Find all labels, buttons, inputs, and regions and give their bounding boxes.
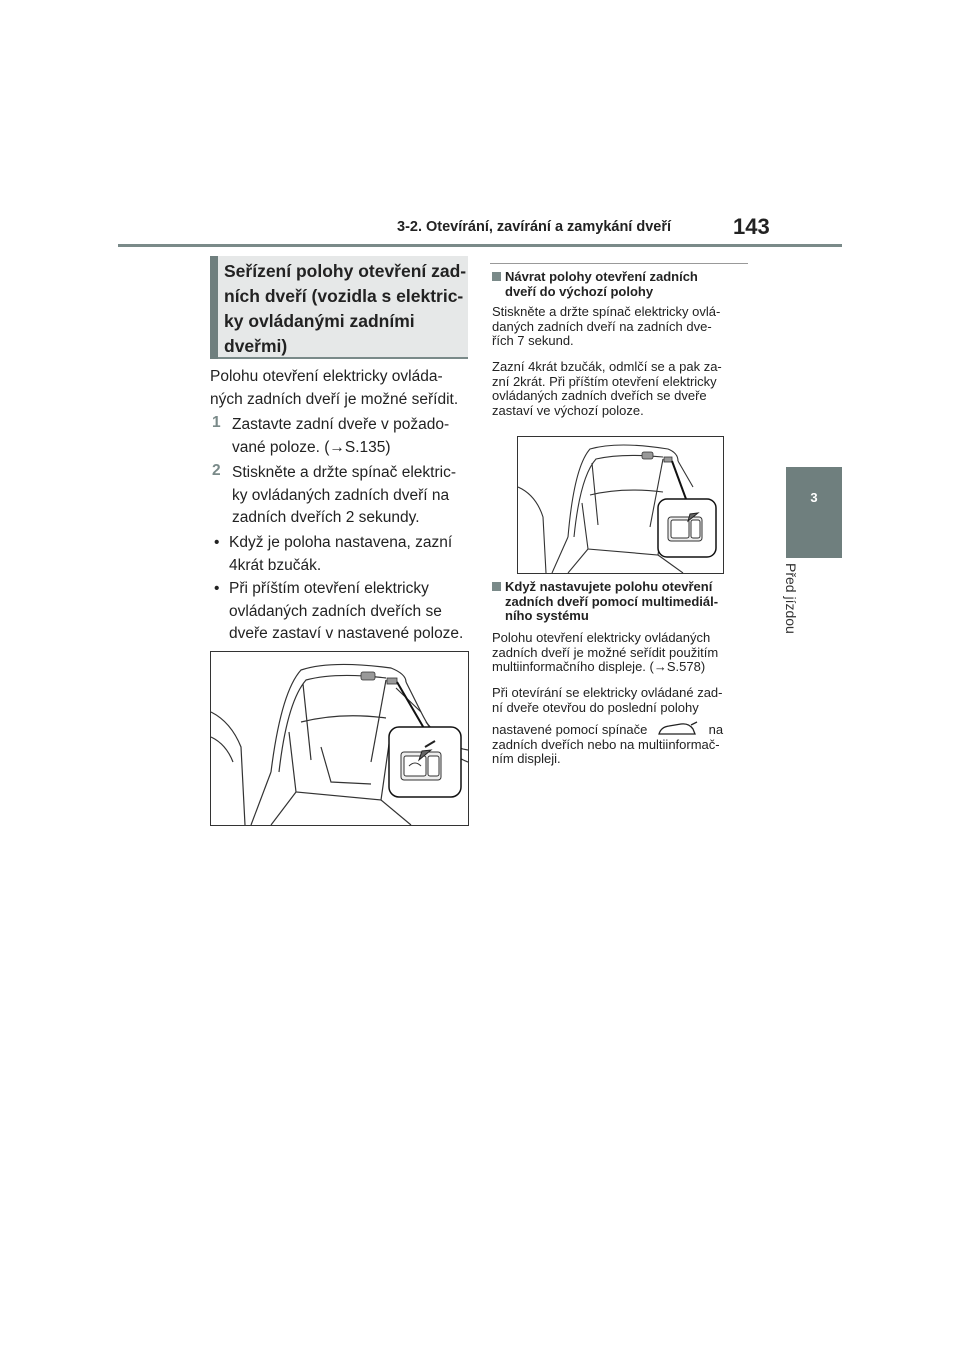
- square-bullet-icon: [492, 582, 501, 591]
- tailgate-switch-symbol-icon: [657, 721, 699, 737]
- block1-paragraph-1: [492, 305, 752, 349]
- section-title-bar: [210, 256, 218, 359]
- step-2-text: [232, 462, 472, 530]
- tailgate-open-icon: [211, 652, 468, 825]
- heading-line: Když nastavujete polohu otevření: [505, 579, 713, 594]
- text-line: ním displeji.: [492, 751, 561, 766]
- step-line: Stiskněte a držte spínač elektric-: [232, 464, 456, 481]
- header-rule: [118, 244, 842, 247]
- chapter-title-text: Před jízdou: [783, 563, 799, 634]
- intro-line: ných zadních dveří je možné seřídit.: [210, 390, 459, 408]
- intro-line: Polohu otevření elektricky ovláda-: [210, 368, 443, 385]
- step-line: Zastavte zadní dveře v požado-: [232, 416, 450, 433]
- subsection-heading-1: [492, 270, 750, 299]
- section-header: 3-2. Otevírání, zavírání a zamykání dveří: [397, 219, 672, 235]
- step-1-number: 1: [212, 414, 221, 431]
- section-title-line: ních dveří (vozidla s elektric-: [224, 286, 464, 306]
- intro-paragraph: [210, 366, 472, 411]
- text-inline: nastavené pomocí spínače: [492, 722, 648, 737]
- text-line: ovládaných zadních dveřích se dveře: [492, 388, 707, 403]
- text-line: Polohu otevření elektricky ovládaných: [492, 630, 711, 645]
- step-line: vané poloze. (→S.135): [232, 438, 391, 456]
- chapter-tab: [786, 467, 842, 558]
- heading-line: zadních dveří pomocí multimediál-: [505, 593, 719, 609]
- text-line: zastaví ve výchozí poloze.: [492, 402, 644, 418]
- switch-illustration: [517, 436, 724, 574]
- chapter-title: [779, 563, 799, 653]
- section-title-line: Seřízení polohy otevření zad-: [224, 261, 467, 281]
- bullet-dot: •: [214, 534, 220, 551]
- text-line: multiinformačního displeje. (→S.578): [492, 659, 706, 674]
- text-line: zadních dveří je možné seřídit použitím: [492, 644, 719, 660]
- text-line: řích 7 sekund.: [492, 333, 574, 348]
- bullet-2-text: [229, 578, 474, 646]
- subsection-rule: [490, 263, 748, 264]
- text-line: daných zadních dveří na zadních dve-: [492, 318, 712, 334]
- square-bullet-icon: [492, 272, 501, 281]
- block2-paragraph-1: [492, 631, 754, 675]
- heading-line: ního systému: [505, 608, 589, 623]
- text-inline: na: [708, 722, 724, 737]
- bullet-line: Když je poloha nastavena, zazní: [229, 534, 453, 551]
- text-line: Zazní 4krát bzučák, odmlčí se a pak za-: [492, 359, 722, 374]
- tailgate-illustration: [210, 651, 469, 826]
- heading-line: dveří do výchozí polohy: [505, 283, 654, 299]
- text-line: ní dveře otevřou do poslední polohy: [492, 699, 699, 715]
- step-2-number: 2: [212, 462, 221, 479]
- section-title: [224, 259, 468, 359]
- step-1-text: [232, 414, 472, 459]
- text-line: zní 2krát. Při příštím otevření elektricky: [492, 373, 717, 389]
- text-line: Stiskněte a držte spínač elektricky ovlá-: [492, 304, 721, 319]
- bullet-line: dveře zastaví v nastavené poloze.: [229, 625, 464, 642]
- text-line: zadních dveřích nebo na multiinformač-: [492, 736, 720, 752]
- heading-line: Návrat polohy otevření zadních: [505, 269, 698, 284]
- bullet-line: 4krát bzučák.: [229, 556, 322, 574]
- page-number: 143: [733, 214, 770, 239]
- chapter-number: 3: [810, 490, 818, 505]
- bullet-line: Při příštím otevření elektricky: [229, 580, 429, 597]
- step-line: ky ovládaných zadních dveří na: [232, 486, 450, 504]
- bullet-line: ovládaných zadních dveřích se: [229, 602, 442, 620]
- block1-paragraph-2: [492, 360, 752, 418]
- step-line: zadních dveřích 2 sekundy.: [232, 509, 420, 526]
- block2-paragraph-2: [492, 686, 754, 767]
- subsection-heading-2: [492, 580, 754, 624]
- text-line: Při otevírání se elektricky ovládané zad-: [492, 685, 723, 700]
- section-title-line: dveřmi): [224, 336, 288, 356]
- tailgate-switch-icon: [518, 437, 723, 573]
- bullet-1-text: [229, 532, 474, 577]
- section-title-line: ky ovládanými zadními: [224, 311, 415, 331]
- bullet-dot: •: [214, 580, 220, 597]
